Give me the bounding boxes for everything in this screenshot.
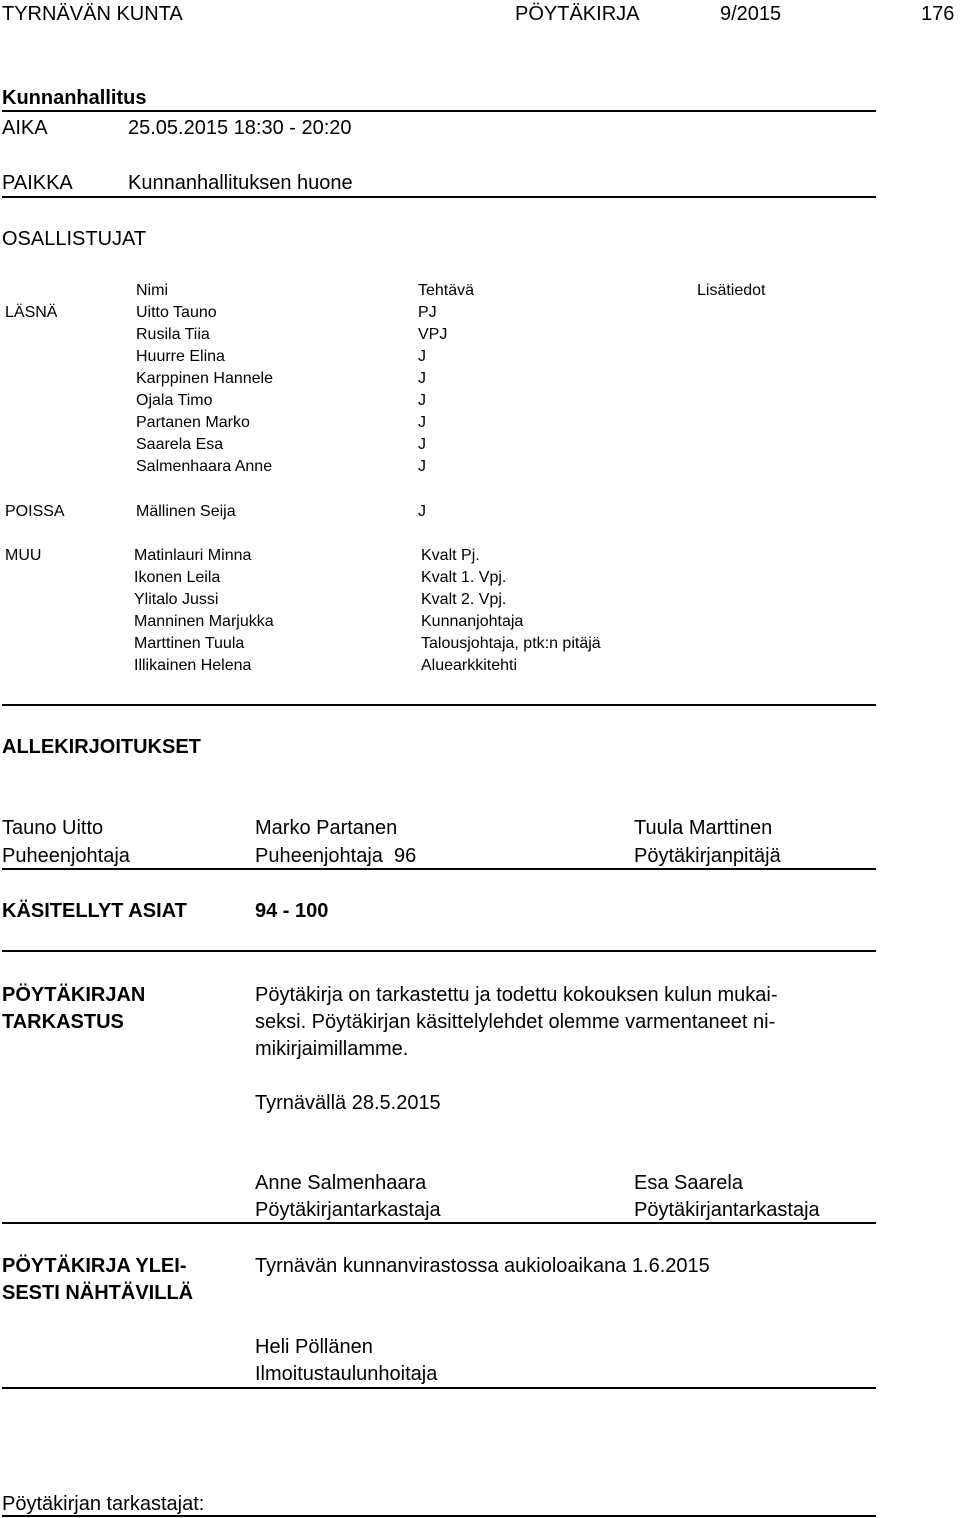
public-label-line1: PÖYTÄKIRJA YLEI- bbox=[2, 1255, 187, 1277]
review-label-line2: TARKASTUS bbox=[2, 1011, 124, 1033]
participant-name: Huurre Elina bbox=[136, 348, 225, 365]
public-person-title: Ilmoitustaulunhoitaja bbox=[255, 1363, 438, 1385]
participant-name: Illikainen Helena bbox=[134, 657, 252, 674]
signer-name: Tauno Uitto bbox=[2, 817, 104, 839]
divider bbox=[2, 1222, 876, 1224]
absent-label: POISSA bbox=[5, 503, 65, 520]
participant-role: Kvalt Pj. bbox=[421, 547, 480, 564]
divider bbox=[2, 196, 876, 198]
participant-role: Kvalt 1. Vpj. bbox=[421, 569, 507, 586]
divider bbox=[2, 1387, 876, 1389]
public-text: Tyrnävän kunnanvirastossa aukioloaikana 1.6.2015 bbox=[255, 1255, 710, 1277]
time-label: AIKA bbox=[2, 117, 48, 139]
footer-label: Pöytäkirjan tarkastajat: bbox=[2, 1493, 205, 1515]
participant-name: Saarela Esa bbox=[136, 436, 224, 453]
participant-role: J bbox=[418, 458, 426, 475]
review-label-line1: PÖYTÄKIRJAN bbox=[2, 984, 146, 1006]
reviewer-name: Anne Salmenhaara bbox=[255, 1172, 427, 1194]
document-number: 9/2015 bbox=[720, 3, 782, 25]
reviewer-title: Pöytäkirjantarkastaja bbox=[634, 1199, 820, 1221]
other-label: MUU bbox=[5, 547, 42, 564]
page-number: 176 bbox=[921, 3, 955, 25]
participant-name: Salmenhaara Anne bbox=[136, 458, 273, 475]
participant-role: J bbox=[418, 392, 426, 409]
public-label-line2: SESTI NÄHTÄVILLÄ bbox=[2, 1282, 194, 1304]
present-label: LÄSNÄ bbox=[5, 304, 58, 321]
divider bbox=[2, 868, 876, 870]
handled-value: 94 - 100 bbox=[255, 900, 329, 922]
divider bbox=[2, 704, 876, 706]
participant-name: Uitto Tauno bbox=[136, 304, 217, 321]
participant-role: J bbox=[418, 503, 426, 520]
time-value: 25.05.2015 18:30 - 20:20 bbox=[128, 117, 352, 139]
reviewer-name: Esa Saarela bbox=[634, 1172, 743, 1194]
column-header-info: Lisätiedot bbox=[697, 282, 766, 299]
document-type: PÖYTÄKIRJA bbox=[515, 3, 640, 25]
signer-name: Tuula Marttinen bbox=[634, 817, 773, 839]
participant-name: Rusila Tiia bbox=[136, 326, 210, 343]
place-value: Kunnanhallituksen huone bbox=[128, 172, 353, 194]
participant-role: PJ bbox=[418, 304, 437, 321]
divider bbox=[2, 110, 876, 112]
participant-name: Karppinen Hannele bbox=[136, 370, 273, 387]
participant-role: J bbox=[418, 414, 426, 431]
review-text-line1: Pöytäkirja on tarkastettu ja todettu kokouksen kulun mukai- bbox=[255, 984, 778, 1006]
participant-role: Kvalt 2. Vpj. bbox=[421, 591, 507, 608]
participant-role: VPJ bbox=[418, 326, 448, 343]
body-name: Kunnanhallitus bbox=[2, 87, 147, 109]
participant-name: Mällinen Seija bbox=[136, 503, 236, 520]
handled-label: KÄSITELLYT ASIAT bbox=[2, 900, 187, 922]
public-person-name: Heli Pöllänen bbox=[255, 1336, 373, 1358]
review-place-date: Tyrnävällä 28.5.2015 bbox=[255, 1092, 441, 1114]
participant-name: Ojala Timo bbox=[136, 392, 213, 409]
participant-role: Talousjohtaja, ptk:n pitäjä bbox=[421, 635, 601, 652]
signatures-title: ALLEKIRJOITUKSET bbox=[2, 736, 201, 758]
participant-role: J bbox=[418, 370, 426, 387]
column-header-role: Tehtävä bbox=[418, 282, 475, 299]
signer-title: Puheenjohtaja bbox=[2, 845, 130, 867]
participant-name: Partanen Marko bbox=[136, 414, 250, 431]
reviewer-title: Pöytäkirjantarkastaja bbox=[255, 1199, 441, 1221]
participant-role: J bbox=[418, 348, 426, 365]
participant-role: Kunnanjohtaja bbox=[421, 613, 524, 630]
divider bbox=[2, 950, 876, 952]
participant-name: Matinlauri Minna bbox=[134, 547, 252, 564]
review-text-line2: seksi. Pöytäkirjan käsittelylehdet olemme varmentaneet ni- bbox=[255, 1011, 776, 1033]
signer-name: Marko Partanen bbox=[255, 817, 398, 839]
place-label: PAIKKA bbox=[2, 172, 73, 194]
participants-title: OSALLISTUJAT bbox=[2, 228, 147, 250]
participant-name: Ikonen Leila bbox=[134, 569, 221, 586]
participant-name: Marttinen Tuula bbox=[134, 635, 245, 652]
signer-title: Pöytäkirjanpitäjä bbox=[634, 845, 781, 867]
municipality-name: TYRNÄVÄN KUNTA bbox=[2, 3, 183, 25]
review-text-line3: mikirjaimillamme. bbox=[255, 1038, 409, 1060]
column-header-name: Nimi bbox=[136, 282, 168, 299]
participant-name: Manninen Marjukka bbox=[134, 613, 274, 630]
participant-role: Aluearkkitehti bbox=[421, 657, 518, 674]
signer-title: Puheenjohtaja 96 bbox=[255, 845, 417, 867]
participant-role: J bbox=[418, 436, 426, 453]
participant-name: Ylitalo Jussi bbox=[134, 591, 219, 608]
